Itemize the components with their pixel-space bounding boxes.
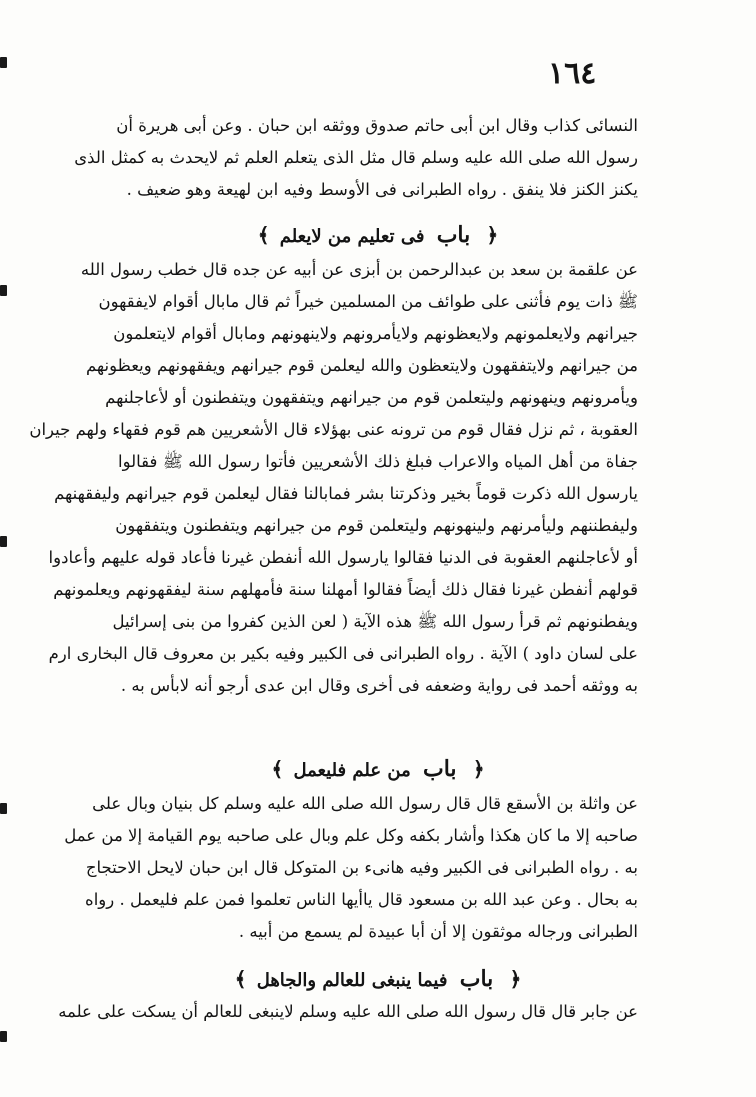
ornate-bracket-close: ﴾ [257,223,270,247]
chapter-title: من علم فليعمل [293,760,411,781]
text-line: جيرانهم ولايعلمونهم ولايعظونهم ولايأمرونهم ولاينهونهم ومابال أقوام لايتعلمون [113,324,638,343]
text-line: قولهم أنفطن غيرنا فقال ذلك أيضاً فقالوا أمهلنا سنة فأمهلهم سنة ليفقهونهم ويعلمونهم [53,580,638,599]
scan-edge-mark [0,803,7,814]
text-line: ويأمرونهم وينهونهم وليتعلمن قوم من جيرانهم ويتفقهون ويتفطنون أو لأعاجلنهم [105,388,638,407]
paragraph [74,110,638,206]
scan-edge-mark [0,285,7,296]
text-line: جفاة من أهل المياه والاعراب فبلغ ذلك الأشعريين فأتوا رسول الله ﷺ فقالوا [118,452,638,471]
scan-edge-mark [0,57,7,68]
text-line: صاحبه إلا ما كان هكذا وأشار بكفه وكل علم وبال على صاحبه يوم القيامة إلا من عمل [64,826,638,845]
text-line: الطبرانى ورجاله موثقون إلا أن أبا عبيدة لم يسمع من أبيه . [238,922,638,941]
ornate-bracket-close: ﴾ [234,967,247,991]
chapter-title: فيما ينبغى للعالم والجاهل [256,970,448,991]
text-line: عن واثلة بن الأسقع قال قال رسول الله صلى الله عليه وسلم كل بنيان وبال على [92,794,638,813]
chapter-word: باب [423,756,457,782]
page-number: ١٦٤ [548,56,597,91]
chapter-word: باب [459,966,494,992]
ornate-bracket-open: ﴿ [486,223,499,247]
ornate-bracket-close: ﴾ [271,757,284,781]
text-line: رسول الله صلى الله عليه وسلم قال مثل الذى يتعلم العلم ثم لايحدث به كمثل الذى [74,148,638,167]
text-line: يكنز الكنز فلا ينفق . رواه الطبرانى فى الأوسط وفيه ابن لهيعة وهو ضعيف . [126,180,638,199]
text-line: العقوبة ، ثم نزل فقال قوم من ترونه عنى بهؤلاء قال الأشعريين هم قوم فقهاء ولهم جيران [29,420,638,439]
text-line: وليفطننهم وليأمرنهم ولينهونهم وليتعلمن قوم من جيرانهم ويتفطنون ويتفقهون [115,516,638,535]
text-line: به ووثقه أحمد فى رواية وضعفه فى أخرى وقال ابن عدى أرجو أنه لابأس به . [120,676,638,695]
paragraph [58,996,638,1028]
paragraph [29,254,638,702]
ornate-bracket-open: ﴿ [509,967,522,991]
chapter-heading [118,962,638,996]
scan-edge-mark [0,1031,7,1042]
text-line: ﷺ ذات يوم فأثنى على طوائف من المسلمين خيراً ثم قال مابال أقوام لايفقهون [98,292,638,311]
text-line: عن جابر قال قال رسول الله صلى الله عليه وسلم لاينبغى للعالم أن يسكت على علمه [58,1002,638,1021]
text-line: يارسول الله ذكرت قوماً بخير وذكرتنا بشر فمابالنا فقال ليعلمن قوم جيرانهم وليفقهنهم [54,484,638,503]
text-line: من جيرانهم ولايتفقهون ولايتعظون والله ليعلمن قوم جيرانهم ويفقهونهم ويعظونهم [85,356,638,375]
text-line: على لسان داود ) الآية . رواه الطبرانى فى الكبير وفيه بكير بن معروف قال البخارى ارم [48,644,638,663]
text-line: ويفطنونهم ثم قرأ رسول الله ﷺ هذه الآية ( لعن الذين كفروا من بنى إسرائيل [112,612,638,631]
chapter-heading [118,218,638,252]
scan-edge-mark [0,536,7,547]
ornate-bracket-open: ﴿ [472,757,485,781]
text-line: عن علقمة بن سعد بن عبدالرحمن بن أبزى عن أبيه عن جده قال خطب رسول الله [80,260,638,279]
text-line: النسائى كذاب وقال ابن أبى حاتم صدوق ووثقه ابن حبان . وعن أبى هريرة أن [116,116,638,135]
paragraph [64,788,638,948]
text-line: أو لأعاجلنهم العقوبة فى الدنيا فقالوا يارسول الله أنفطن غيرنا فأعاد قوله عليهم وأعادوا [48,548,638,567]
text-line: به بحال . وعن عبد الله بن مسعود قال ياأيها الناس تعلموا فمن علم فليعمل . رواه [85,890,638,909]
chapter-word: باب [436,222,471,248]
chapter-heading [118,752,638,786]
text-line: به . رواه الطبرانى فى الكبير وفيه هانىء بن المتوكل قال ابن حبان لايحل الاحتجاج [85,858,638,877]
chapter-title: فى تعليم من لايعلم [279,226,425,247]
